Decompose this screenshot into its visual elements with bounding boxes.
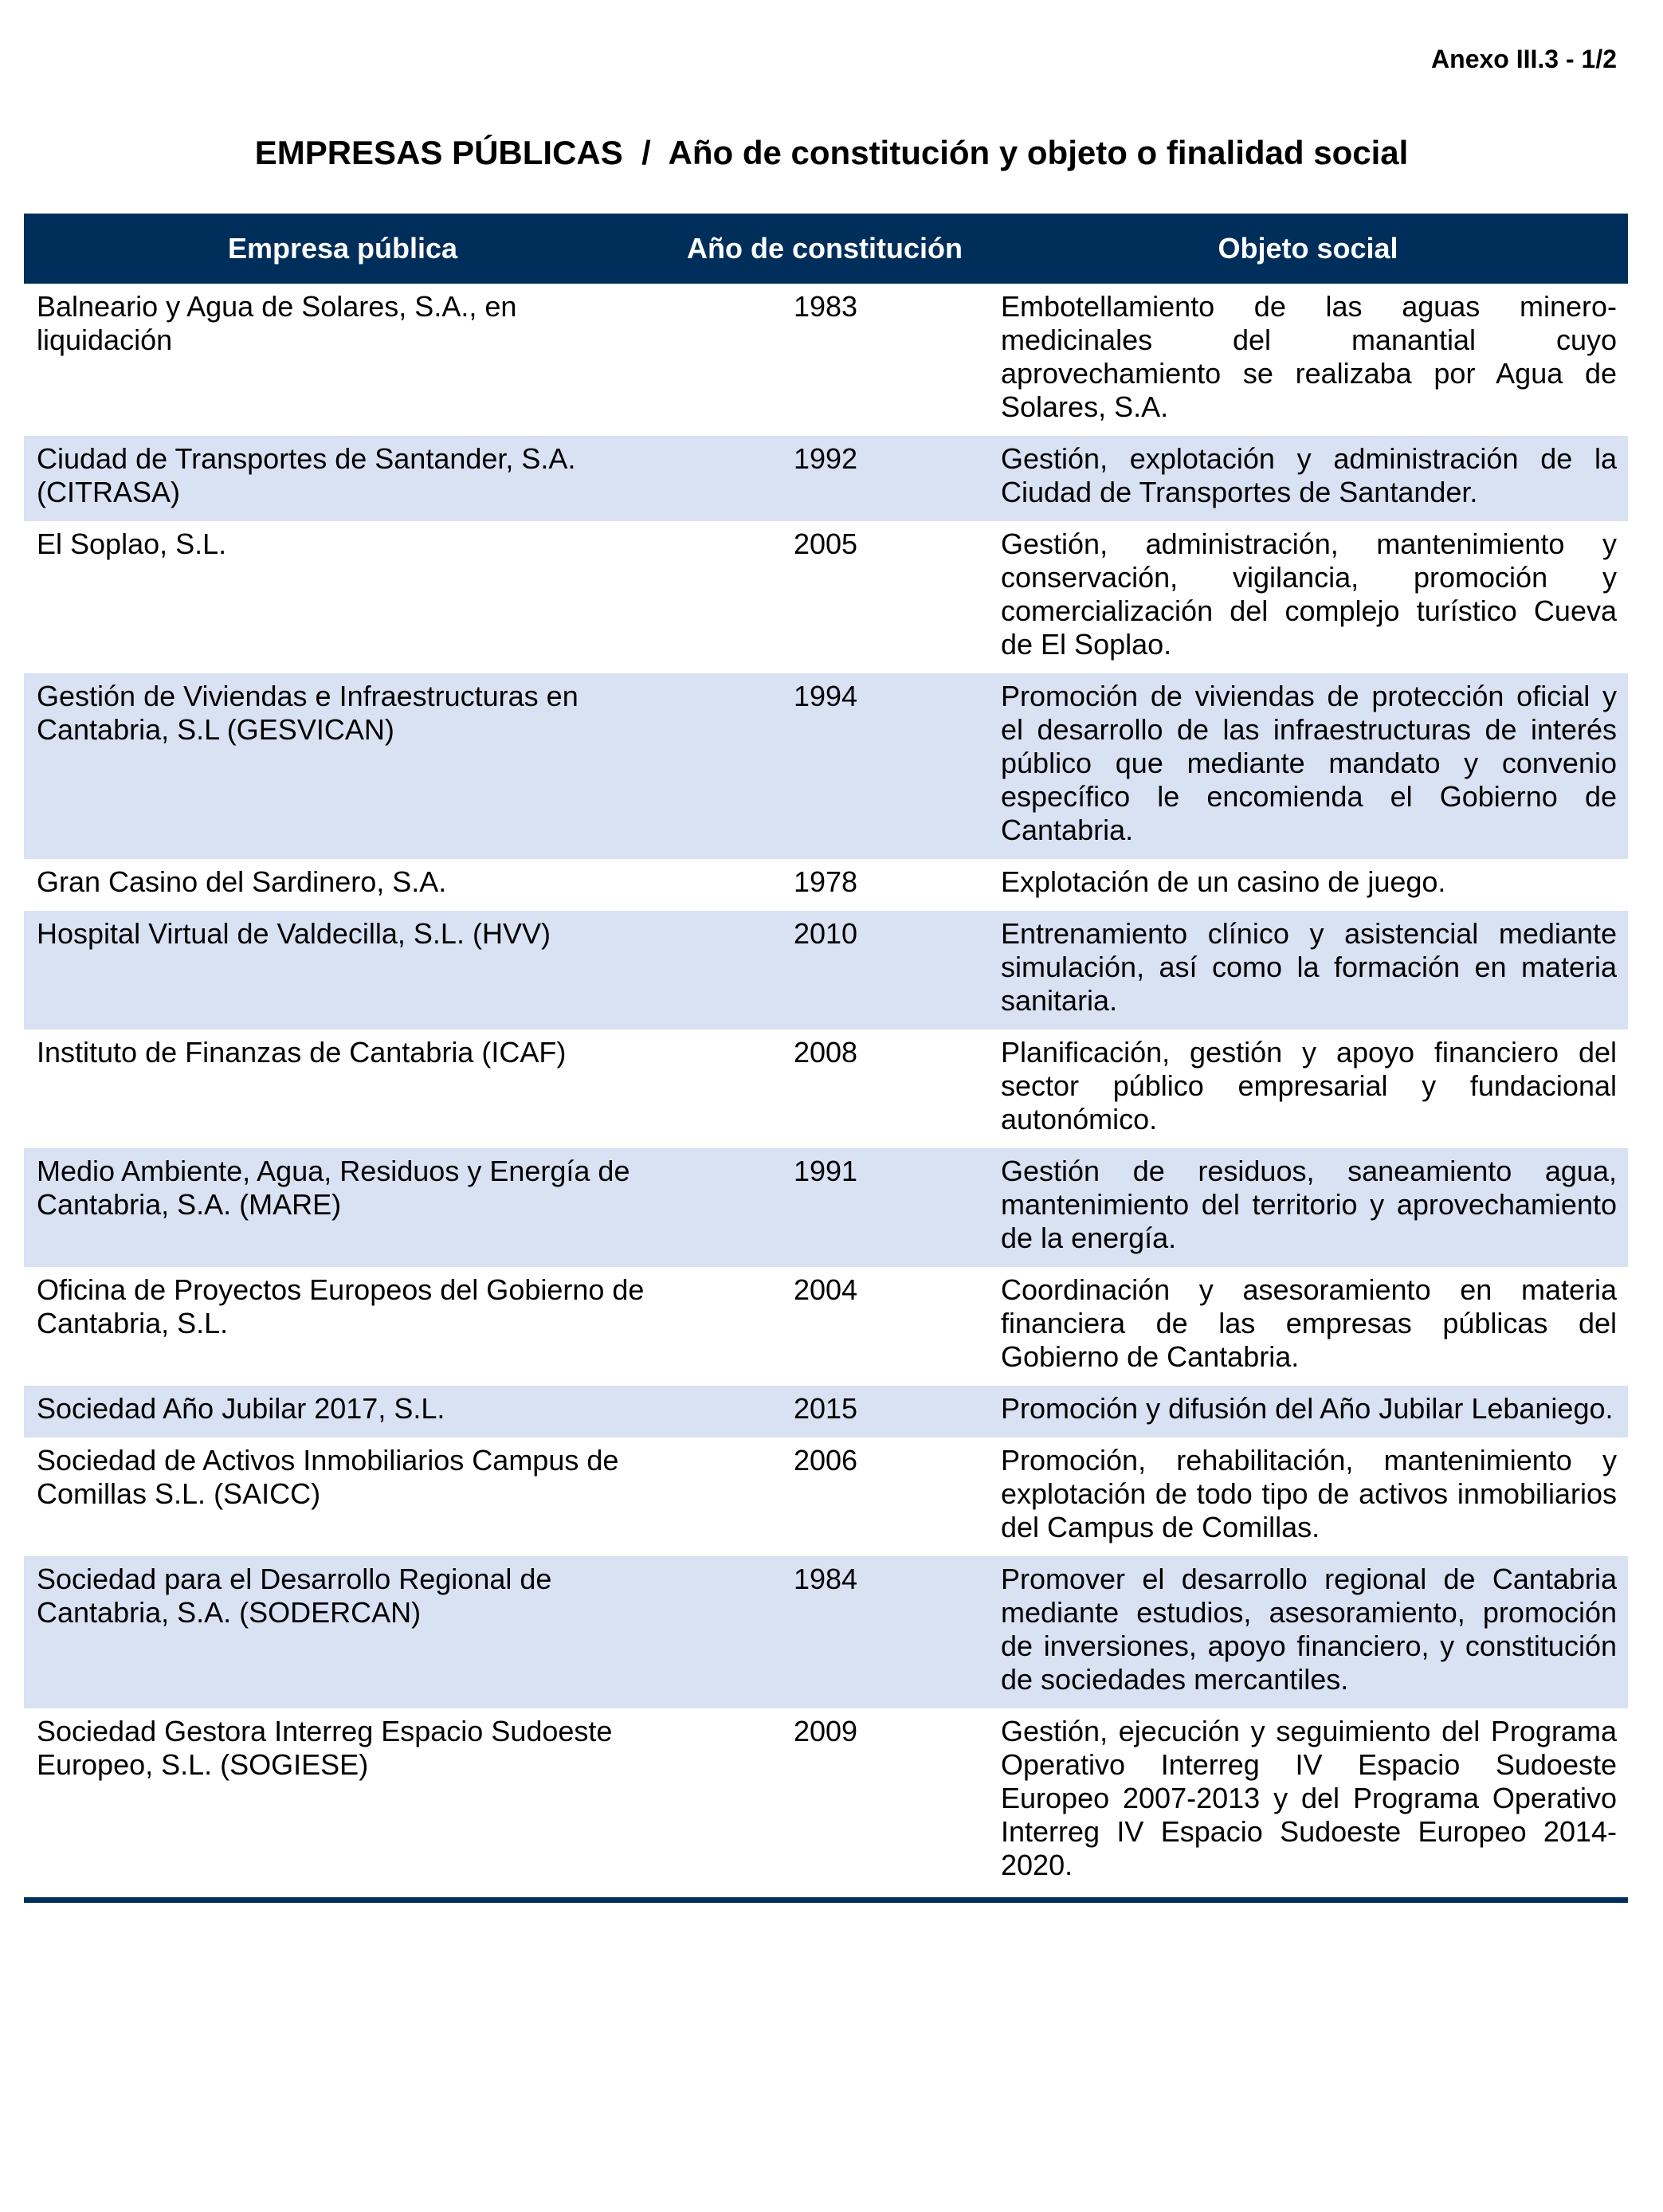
cell-anio: 1978 <box>793 865 858 898</box>
table-row <box>24 521 1628 673</box>
cell-empresa: Gran Casino del Sardinero, S.A. <box>37 865 447 898</box>
table-row <box>24 1708 1628 1894</box>
cell-objeto: Promover el desarrollo regional de Cantabria mediante estudios, asesoramiento, promoción de inversiones, apoyo financiero, y constitución de sociedades mercantiles. <box>988 1556 1628 1708</box>
cell-anio: 1992 <box>661 436 988 521</box>
cell-anio: 1994 <box>661 673 988 859</box>
cell-empresa: Instituto de Finanzas de Cantabria (ICAF) <box>37 1036 567 1069</box>
cell-anio: 2004 <box>793 1273 858 1306</box>
cell-empresa: Sociedad para el Desarrollo Regional de Cantabria, S.A. (SODERCAN) <box>24 1556 661 1708</box>
cell-anio: 2005 <box>793 528 858 560</box>
table-row <box>24 1556 1628 1708</box>
annex-label: Anexo III.3 - 1/2 <box>1431 45 1617 73</box>
cell-anio: 1991 <box>661 1148 988 1267</box>
cell-anio: 2006 <box>793 1444 858 1477</box>
cell-empresa: Oficina de Proyectos Europeos del Gobierno de Cantabria, S.L. <box>37 1273 645 1339</box>
table-row <box>24 673 1628 859</box>
cell-objeto: Planificación, gestión y apoyo financiero del sector público empresarial y fundacional autonómico. <box>1001 1036 1617 1135</box>
table-row <box>24 284 1628 436</box>
cell-objeto: Gestión, ejecución y seguimiento del Programa Operativo Interreg IV Espacio Sudoeste Europeo 2007-2013 y del Programa Operativo Interreg IV Espacio Sudoeste Europeo 2014-2020. <box>1001 1715 1617 1881</box>
table-row <box>24 436 1628 521</box>
cell-empresa: Sociedad Año Jubilar 2017, S.L. <box>24 1386 661 1437</box>
cell-objeto: Promoción de viviendas de protección oficial y el desarrollo de las infraestructuras de interés público que mediante mandato y convenio específico le encomienda el Gobierno de Cantabria. <box>988 673 1628 859</box>
table-row <box>24 1148 1628 1267</box>
cell-objeto: Promoción y difusión del Año Jubilar Lebaniego. <box>988 1386 1628 1437</box>
page-title: EMPRESAS PÚBLICAS / Año de constitución y objeto o finalidad social <box>254 134 1409 171</box>
header-objeto: Objeto social <box>988 214 1628 284</box>
table-row <box>24 1437 1628 1556</box>
header-anio: Año de constitución <box>661 214 988 284</box>
cell-objeto: Embotellamiento de las aguas minero-medicinales del manantial cuyo aprovechamiento se realizaba por Agua de Solares, S.A. <box>1001 290 1617 423</box>
cell-objeto: Coordinación y asesoramiento en materia financiera de las empresas públicas del Gobierno de Cantabria. <box>1001 1273 1617 1373</box>
table-row <box>24 1030 1628 1148</box>
cell-objeto: Promoción, rehabilitación, mantenimiento y explotación de todo tipo de activos inmobiliarios del Campus de Comillas. <box>1001 1444 1617 1543</box>
table-row <box>24 1267 1628 1386</box>
cell-objeto: Gestión de residuos, saneamiento agua, mantenimiento del territorio y aprovechamiento de la energía. <box>988 1148 1628 1267</box>
table-row <box>24 911 1628 1030</box>
cell-objeto: Gestión, administración, mantenimiento y conservación, vigilancia, promoción y comercialización del complejo turístico Cueva de El Soplao. <box>1001 528 1617 661</box>
table-header-row <box>24 214 1628 284</box>
cell-empresa: Sociedad Gestora Interreg Espacio Sudoeste Europeo, S.L. (SOGIESE) <box>37 1715 613 1781</box>
cell-anio: 1984 <box>661 1556 988 1708</box>
cell-anio: 2015 <box>661 1386 988 1437</box>
cell-anio: 2009 <box>793 1715 858 1747</box>
cell-empresa: Hospital Virtual de Valdecilla, S.L. (HVV) <box>24 911 661 1030</box>
cell-anio: 2008 <box>793 1036 858 1069</box>
cell-empresa: Gestión de Viviendas e Infraestructuras en Cantabria, S.L (GESVICAN) <box>24 673 661 859</box>
cell-objeto: Entrenamiento clínico y asistencial mediante simulación, así como la formación en materia sanitaria. <box>988 911 1628 1030</box>
header-empresa: Empresa pública <box>24 214 661 284</box>
cell-anio: 1983 <box>793 290 858 323</box>
table-row <box>24 859 1628 911</box>
cell-empresa: Medio Ambiente, Agua, Residuos y Energía de Cantabria, S.A. (MARE) <box>24 1148 661 1267</box>
cell-empresa: Balneario y Agua de Solares, S.A., en liquidación <box>37 290 517 356</box>
companies-table <box>24 214 1628 1894</box>
table-bottom-rule <box>24 1897 1628 1903</box>
table-row <box>24 1386 1628 1437</box>
cell-empresa: El Soplao, S.L. <box>37 528 227 560</box>
cell-empresa: Sociedad de Activos Inmobiliarios Campus de Comillas S.L. (SAICC) <box>37 1444 619 1510</box>
cell-objeto: Gestión, explotación y administración de la Ciudad de Transportes de Santander. <box>988 436 1628 521</box>
cell-empresa: Ciudad de Transportes de Santander, S.A. (CITRASA) <box>24 436 661 521</box>
cell-objeto: Explotación de un casino de juego. <box>1001 865 1446 898</box>
cell-anio: 2010 <box>661 911 988 1030</box>
